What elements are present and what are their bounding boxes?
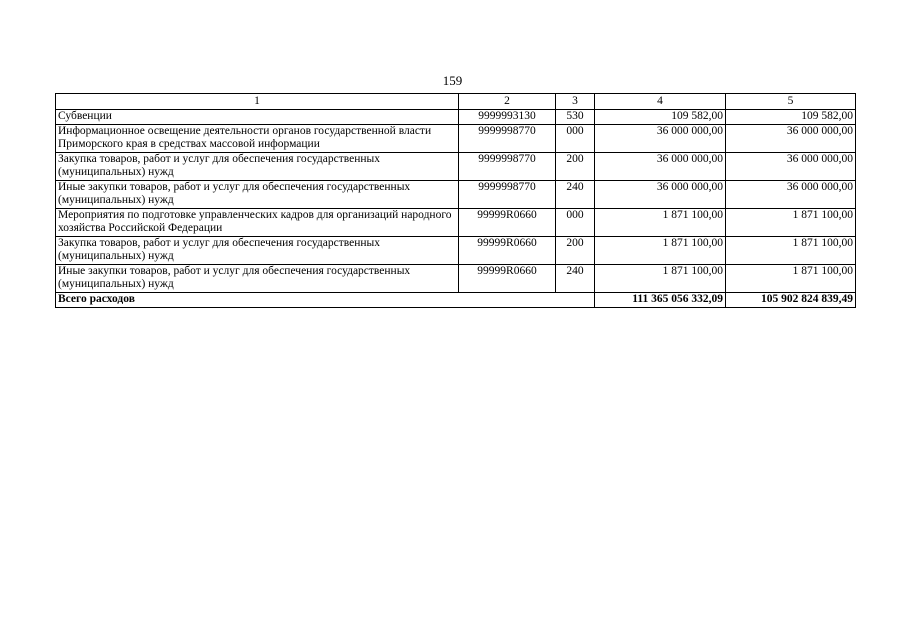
row-expense-type: 240	[556, 181, 595, 209]
table-row	[56, 125, 856, 153]
row-name: Субвенции	[56, 110, 459, 125]
row-amount-1: 36 000 000,00	[595, 153, 726, 181]
row-amount-2: 36 000 000,00	[726, 125, 856, 153]
table-row	[56, 237, 856, 265]
row-target-code: 9999998770	[459, 181, 556, 209]
row-expense-type: 200	[556, 237, 595, 265]
row-amount-1: 36 000 000,00	[595, 125, 726, 153]
row-target-code: 99999R0660	[459, 265, 556, 293]
row-amount-2: 1 871 100,00	[726, 209, 856, 237]
total-row	[56, 293, 856, 308]
row-name: Иные закупки товаров, работ и услуг для обеспечения государственных (муниципальных) нужд	[56, 265, 459, 293]
row-target-code: 9999998770	[459, 125, 556, 153]
table-row	[56, 265, 856, 293]
total-amount-1: 111 365 056 332,09	[595, 293, 726, 308]
row-name: Закупка товаров, работ и услуг для обеспечения государственных (муниципальных) нужд	[56, 153, 459, 181]
row-target-code: 99999R0660	[459, 237, 556, 265]
row-target-code: 9999993130	[459, 110, 556, 125]
page-number: 159	[442, 73, 463, 88]
row-expense-type: 000	[556, 209, 595, 237]
row-name: Закупка товаров, работ и услуг для обеспечения государственных (муниципальных) нужд	[56, 237, 459, 265]
row-name: Информационное освещение деятельности органов государственной власти Приморского края в средствах массовой информации	[56, 125, 459, 153]
row-amount-2: 36 000 000,00	[726, 153, 856, 181]
row-amount-2: 1 871 100,00	[726, 237, 856, 265]
total-label: Всего расходов	[56, 293, 595, 308]
row-amount-1: 36 000 000,00	[595, 181, 726, 209]
column-header: 3	[556, 94, 595, 110]
row-expense-type: 200	[556, 153, 595, 181]
column-header: 1	[56, 94, 459, 110]
column-header: 4	[595, 94, 726, 110]
row-target-code: 99999R0660	[459, 209, 556, 237]
row-target-code: 9999998770	[459, 153, 556, 181]
row-amount-2: 36 000 000,00	[726, 181, 856, 209]
table-row	[56, 153, 856, 181]
total-amount-2: 105 902 824 839,49	[726, 293, 856, 308]
row-amount-1: 1 871 100,00	[595, 209, 726, 237]
row-expense-type: 000	[556, 125, 595, 153]
row-amount-1: 1 871 100,00	[595, 237, 726, 265]
row-amount-2: 1 871 100,00	[726, 265, 856, 293]
row-amount-1: 1 871 100,00	[595, 265, 726, 293]
budget-table	[55, 93, 856, 308]
row-expense-type: 530	[556, 110, 595, 125]
row-amount-2: 109 582,00	[726, 110, 856, 125]
row-name: Мероприятия по подготовке управленческих кадров для организаций народного хозяйства Российской Федерации	[56, 209, 459, 237]
row-name: Иные закупки товаров, работ и услуг для обеспечения государственных (муниципальных) нужд	[56, 181, 459, 209]
row-amount-1: 109 582,00	[595, 110, 726, 125]
column-header: 2	[459, 94, 556, 110]
row-expense-type: 240	[556, 265, 595, 293]
table-row	[56, 209, 856, 237]
table-row	[56, 181, 856, 209]
table-row	[56, 110, 856, 125]
table-header-row	[56, 94, 856, 110]
column-header: 5	[726, 94, 856, 110]
